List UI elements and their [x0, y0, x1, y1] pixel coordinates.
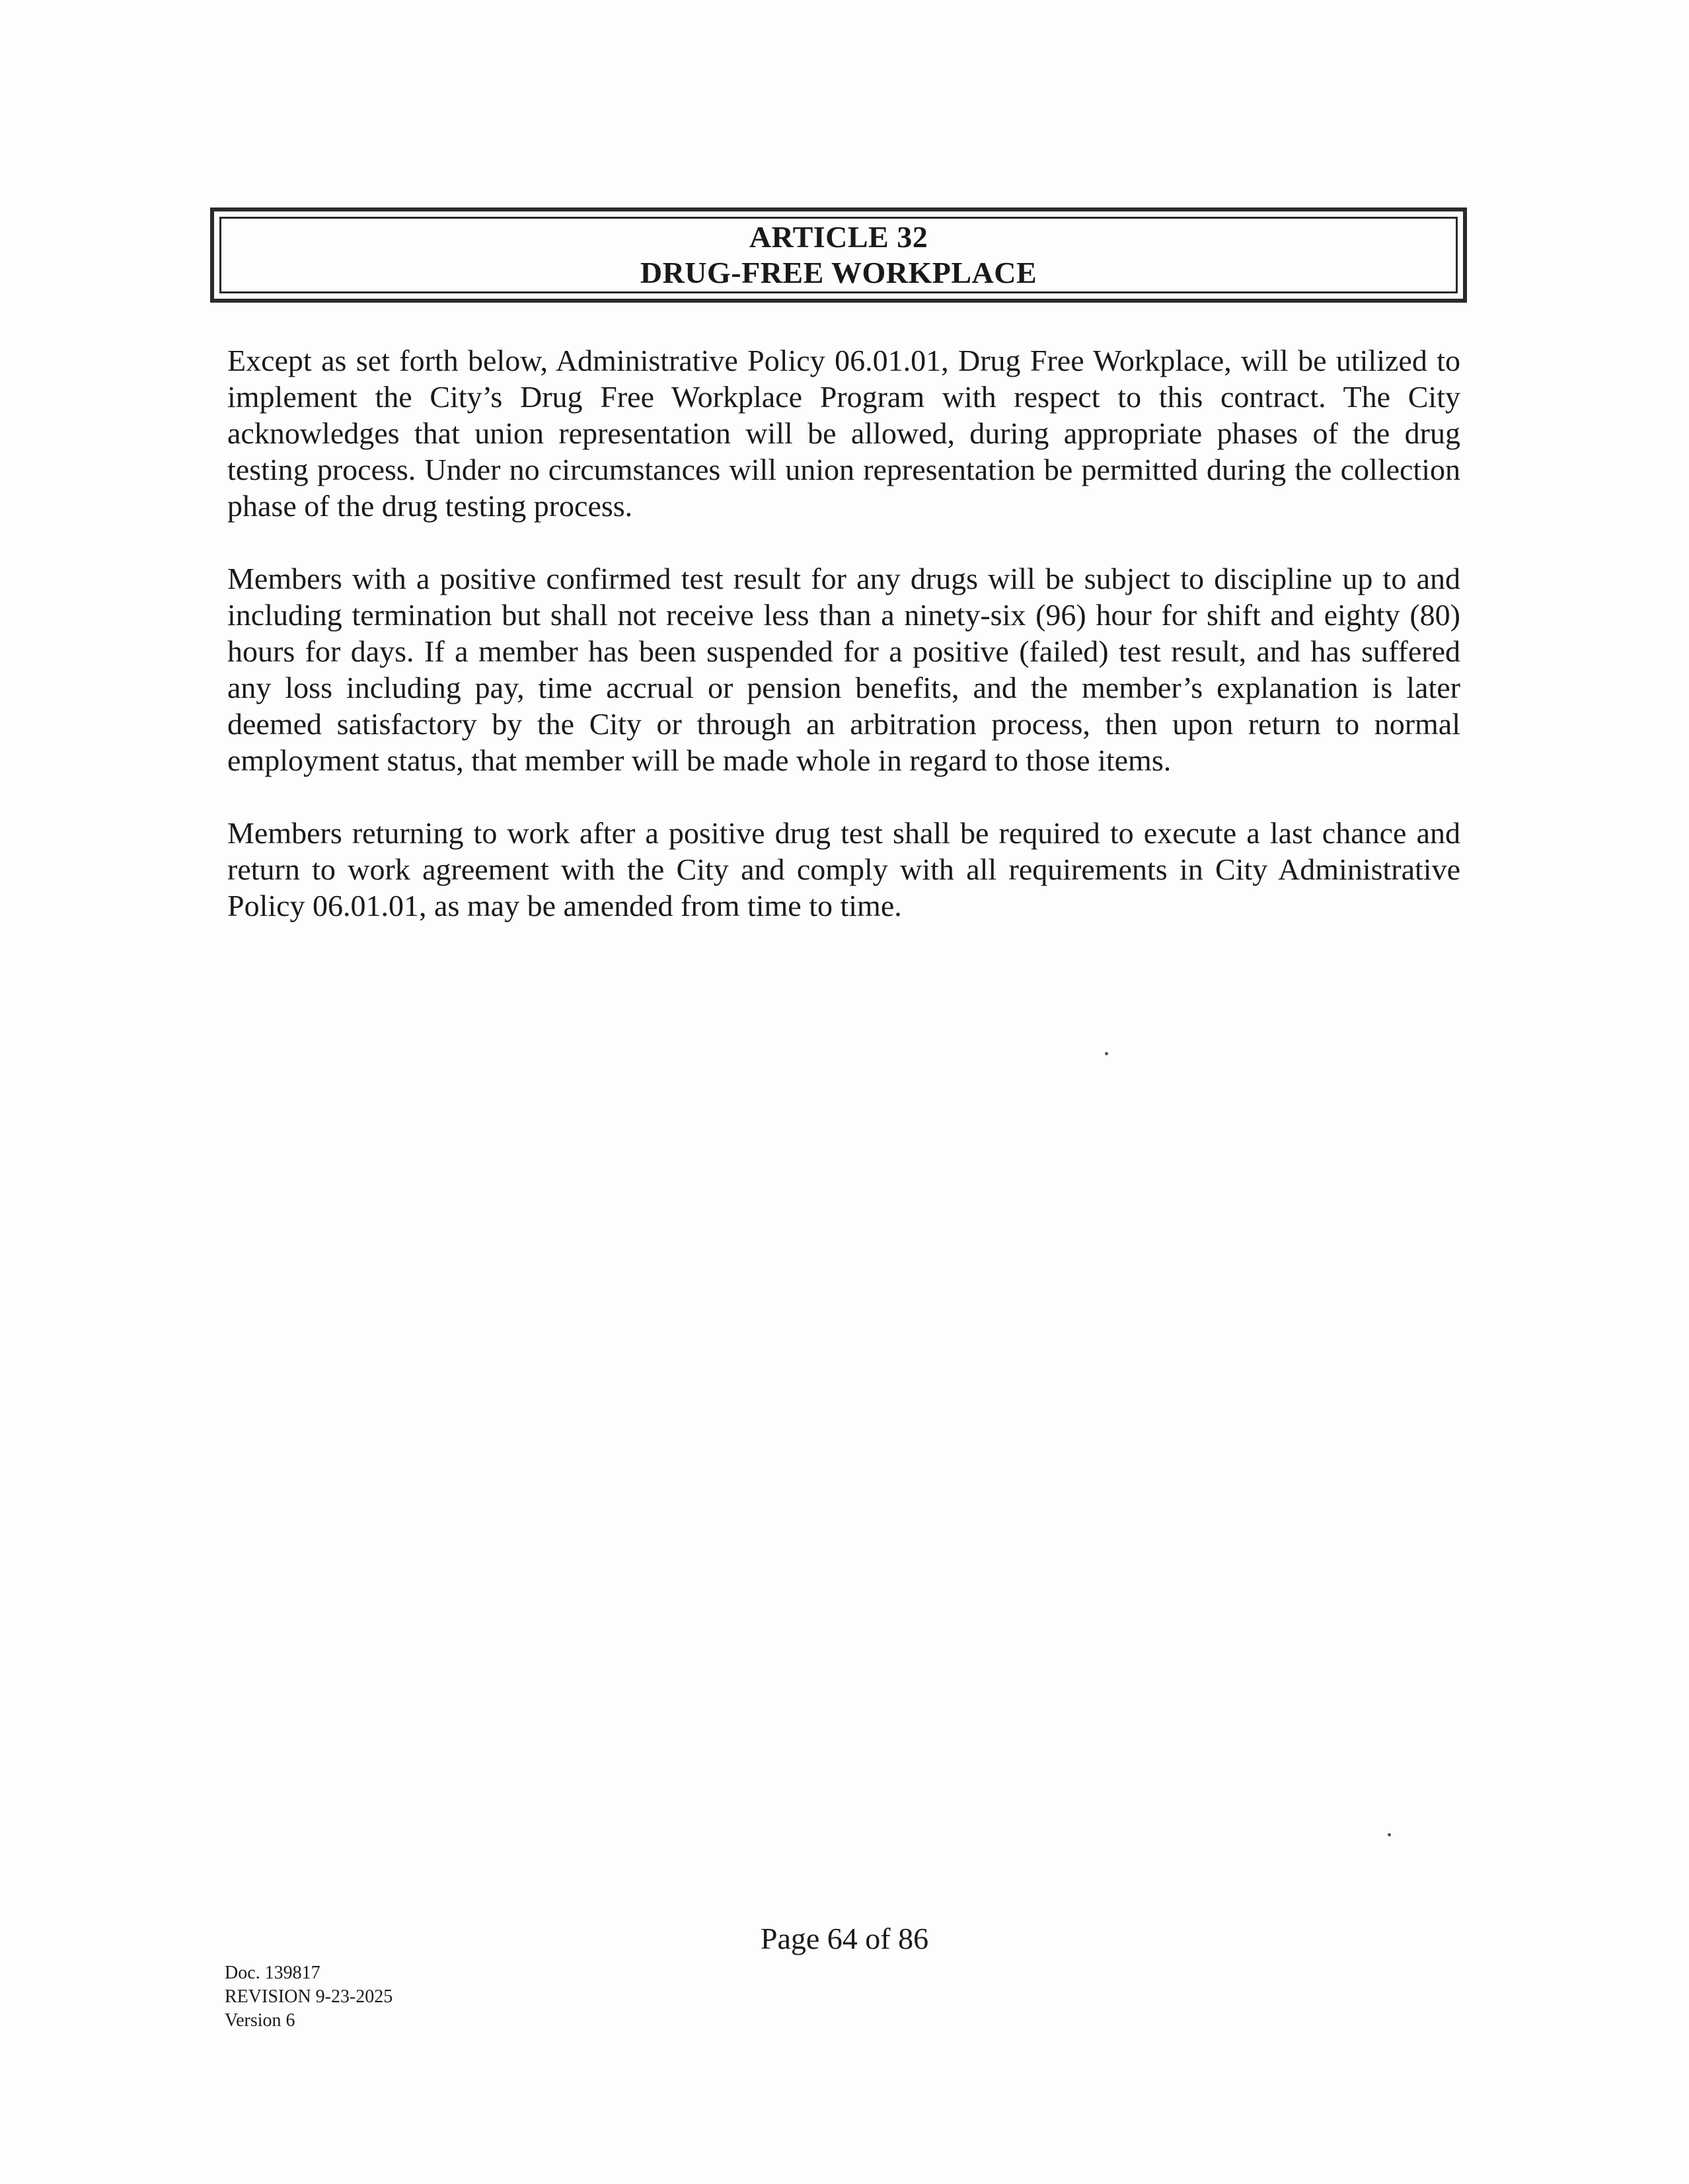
- scan-speck: [1105, 1052, 1108, 1055]
- article-header-inner-border: [219, 217, 1458, 293]
- article-header-box: [210, 207, 1467, 303]
- article-title: DRUG-FREE WORKPLACE: [640, 256, 1037, 289]
- revision-date: REVISION 9-23-2025: [225, 1986, 393, 2007]
- paragraph-discipline: Members with a positive confirmed test result for any drugs will be subject to discipline up to and including termination but shall not receive less than a ninety-six (96) hour for shift and eighty (80) hours for days. If a member has been suspended for a positive (failed) test result, and has suffered any loss including pay, time accrual or pension benefits, and the member’s explanation is later deemed satisfactory by the City or through an arbitration process, then upon return to normal employment status, that member will be made whole in regard to those items.: [227, 562, 1460, 777]
- page-number: Page 64 of 86: [760, 1922, 929, 1955]
- doc-number: Doc. 139817: [225, 1963, 320, 1983]
- paragraph-return-to-work: Members returning to work after a positive drug test shall be required to execute a last chance and return to work agreement with the City and comply with all requirements in City Administrative Policy 06.01.01, as may be amended from time to time.: [227, 816, 1460, 923]
- document-info: [225, 1961, 393, 2033]
- article-number: ARTICLE 32: [749, 220, 928, 254]
- scan-speck: [1388, 1833, 1391, 1836]
- version-label: Version 6: [225, 2010, 295, 2031]
- paragraph-policy: Except as set forth below, Administrative Policy 06.01.01, Drug Free Workplace, will be utilized to implement the City’s Drug Free Workplace Program with respect to this contract. The City acknowledges that union representation will be allowed, during appropriate phases of the drug testing process. Under no circumstances will union representation be permitted during the collection phase of the drug testing process.: [227, 344, 1460, 523]
